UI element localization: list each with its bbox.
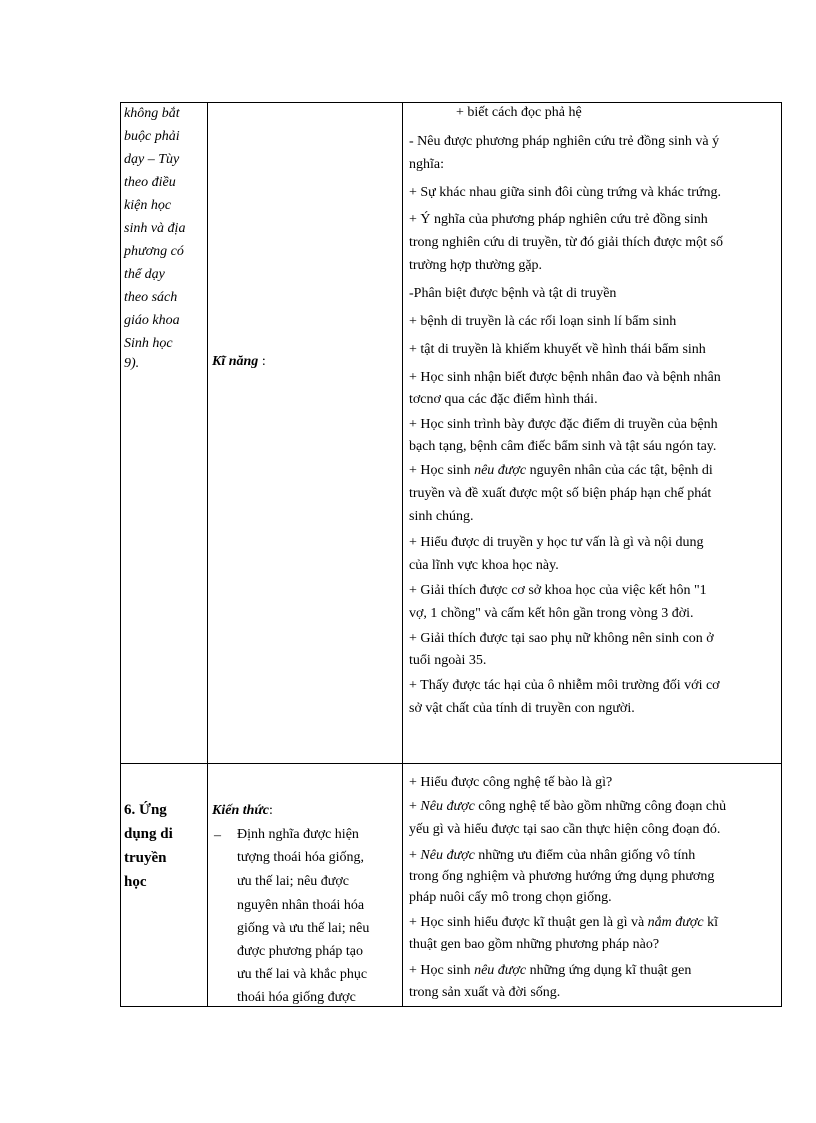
text-run: +: [409, 848, 421, 863]
kien-thuc-colon: :: [269, 803, 273, 818]
emphasis: nêu được: [474, 463, 527, 478]
ki-nang-term: Kĩ năng: [212, 354, 259, 369]
col3-mid-line: + Giải thích được tại sao phụ nữ không nên sinh con ở: [409, 631, 714, 646]
col2-bullets-line: ưu thế lai và khắc phục: [237, 967, 368, 982]
col1-note-line: sinh và địa: [124, 221, 186, 236]
col3-line: trong nghiên cứu di truyền, từ đó giải thích được một số: [409, 235, 724, 250]
col1-note-line: dạy – Tùy: [124, 152, 180, 167]
col2-bullets-line: giống và ưu thế lai; nêu: [237, 921, 370, 936]
emphasis: nêu được: [474, 963, 527, 978]
col1-note-line: theo điều: [124, 175, 176, 190]
col3-line: nghĩa:: [409, 157, 444, 172]
col3-mid-line: sở vật chất của tính di truyền con người.: [409, 701, 635, 716]
text-run: kĩ: [703, 915, 718, 930]
s6-line-7: [409, 912, 718, 935]
col2-bullets-line: thoái hóa giống được: [237, 990, 356, 1005]
col1-note-line: 9).: [124, 356, 140, 371]
col2-bullets-line: ưu thế lai; nêu được: [237, 874, 349, 889]
col1-note-line: theo sách: [124, 290, 178, 305]
col1-note-line: Sinh học: [124, 336, 173, 351]
column-divider: [402, 102, 403, 1007]
text-run: công nghệ tế bào gồm những công đoạn chủ: [474, 799, 727, 814]
bullet-dash: –: [214, 828, 221, 843]
col3-mid-line: sinh chúng.: [409, 509, 474, 524]
col3-mid-line: + Thấy được tác hại của ô nhiễm môi trường đối với cơ: [409, 678, 720, 693]
col3-mid-line: + Hiểu được di truyền y học tư vấn là gì và nội dung: [409, 535, 704, 550]
col3-mid-line: của lĩnh vực khoa học này.: [409, 558, 559, 573]
text-run: những ứng dụng kĩ thuật gen: [526, 963, 692, 978]
s6-line-3: yếu gì và hiểu được tại sao cần thực hiện công đoạn đó.: [409, 822, 721, 837]
col2-bullets-line: nguyên nhân thoái hóa: [237, 898, 365, 913]
col3-line: + Học sinh nhận biết được bệnh nhân đao và bệnh nhân: [409, 370, 721, 385]
col1-note-line: kiện học: [124, 198, 172, 213]
emphasis: nắm được: [647, 915, 704, 930]
row-divider: [120, 763, 782, 764]
col1-note-line: thể dạy: [124, 267, 165, 282]
col3-mid-line: + Giải thích được cơ sở khoa học của việc kết hôn "1: [409, 583, 707, 598]
text-run: những ưu điểm của nhân giống vô tính: [474, 848, 696, 863]
col1-note-line: không bắt: [124, 106, 180, 121]
section-title-line: 6. Ứng: [124, 802, 167, 818]
section-title-line: học: [124, 874, 147, 890]
s6-line-10: trong sản xuất và đời sống.: [409, 985, 561, 1000]
col3-line: bạch tạng, bệnh câm điếc bẩm sinh và tật sáu ngón tay.: [409, 439, 717, 454]
text-run: nguyên nhân của các tật, bệnh di: [526, 463, 713, 478]
s6-line-2: [409, 796, 726, 819]
col3-line: + Sự khác nhau giữa sinh đôi cùng trứng và khác trứng.: [409, 185, 721, 200]
kien-thuc-label: [212, 800, 273, 823]
col1-note-line: buộc phải: [124, 129, 180, 144]
emphasis: Nêu được: [420, 799, 475, 814]
col3-line: -Phân biệt được bệnh và tật di truyền: [409, 286, 617, 301]
col2-bullets-line: Định nghĩa được hiện: [237, 827, 359, 842]
s6-line-1: + Hiểu được công nghệ tế bào là gì?: [409, 775, 613, 790]
col3-mid-line: tuổi ngoài 35.: [409, 653, 487, 668]
col2-bullets-line: tượng thoái hóa giống,: [237, 850, 364, 865]
s6-line-6: pháp nuôi cấy mô trong chọn giống.: [409, 890, 612, 905]
col3-mid-line: truyền và đề xuất được một số biện pháp hạn chế phát: [409, 486, 712, 501]
text-run: + Học sinh: [409, 463, 475, 478]
col3-line-hs-nguyen-nhan: [409, 460, 713, 483]
section-title-line: dụng di: [124, 826, 173, 842]
s6-line-4: [409, 845, 695, 868]
emphasis: Nêu được: [420, 848, 475, 863]
col3-line: + bệnh di truyền là các rối loạn sinh lí bẩm sinh: [409, 314, 677, 329]
col3-line: + tật di truyền là khiếm khuyết về hình thái bẩm sinh: [409, 342, 706, 357]
s6-line-8: thuật gen bao gồm những phương pháp nào?: [409, 937, 660, 952]
col3-line: + Ý nghĩa của phương pháp nghiên cứu trẻ đồng sinh: [409, 212, 708, 227]
col3-line: trường hợp thường gặp.: [409, 258, 543, 273]
section-title-line: truyền: [124, 850, 167, 866]
kien-thuc-term: Kiến thức: [212, 803, 270, 818]
text-run: + Học sinh hiểu được kĩ thuật gen là gì và: [409, 915, 648, 930]
col1-note-line: giáo khoa: [124, 313, 180, 328]
s6-line-9: [409, 960, 691, 983]
col3-line: + biết cách đọc phả hệ: [456, 105, 582, 120]
col3-line: - Nêu được phương pháp nghiên cứu trẻ đồng sinh và ý: [409, 134, 720, 149]
col3-line: tơcnơ qua các đặc điểm hình thái.: [409, 392, 598, 407]
ki-nang-label: [212, 351, 266, 374]
s6-line-5: trong ống nghiệm và phương hướng ứng dụng phương: [409, 869, 715, 884]
col2-bullets-line: được phương pháp tạo: [237, 944, 364, 959]
column-divider: [207, 102, 208, 1007]
text-run: +: [409, 799, 421, 814]
col1-note-line: phương có: [124, 244, 184, 259]
col3-line: + Học sinh trình bày được đặc điểm di truyền của bệnh: [409, 417, 718, 432]
col3-mid-line: vợ, 1 chồng" và cấm kết hôn gần trong vòng 3 đời.: [409, 606, 694, 621]
ki-nang-colon: :: [258, 354, 266, 369]
text-run: + Học sinh: [409, 963, 475, 978]
